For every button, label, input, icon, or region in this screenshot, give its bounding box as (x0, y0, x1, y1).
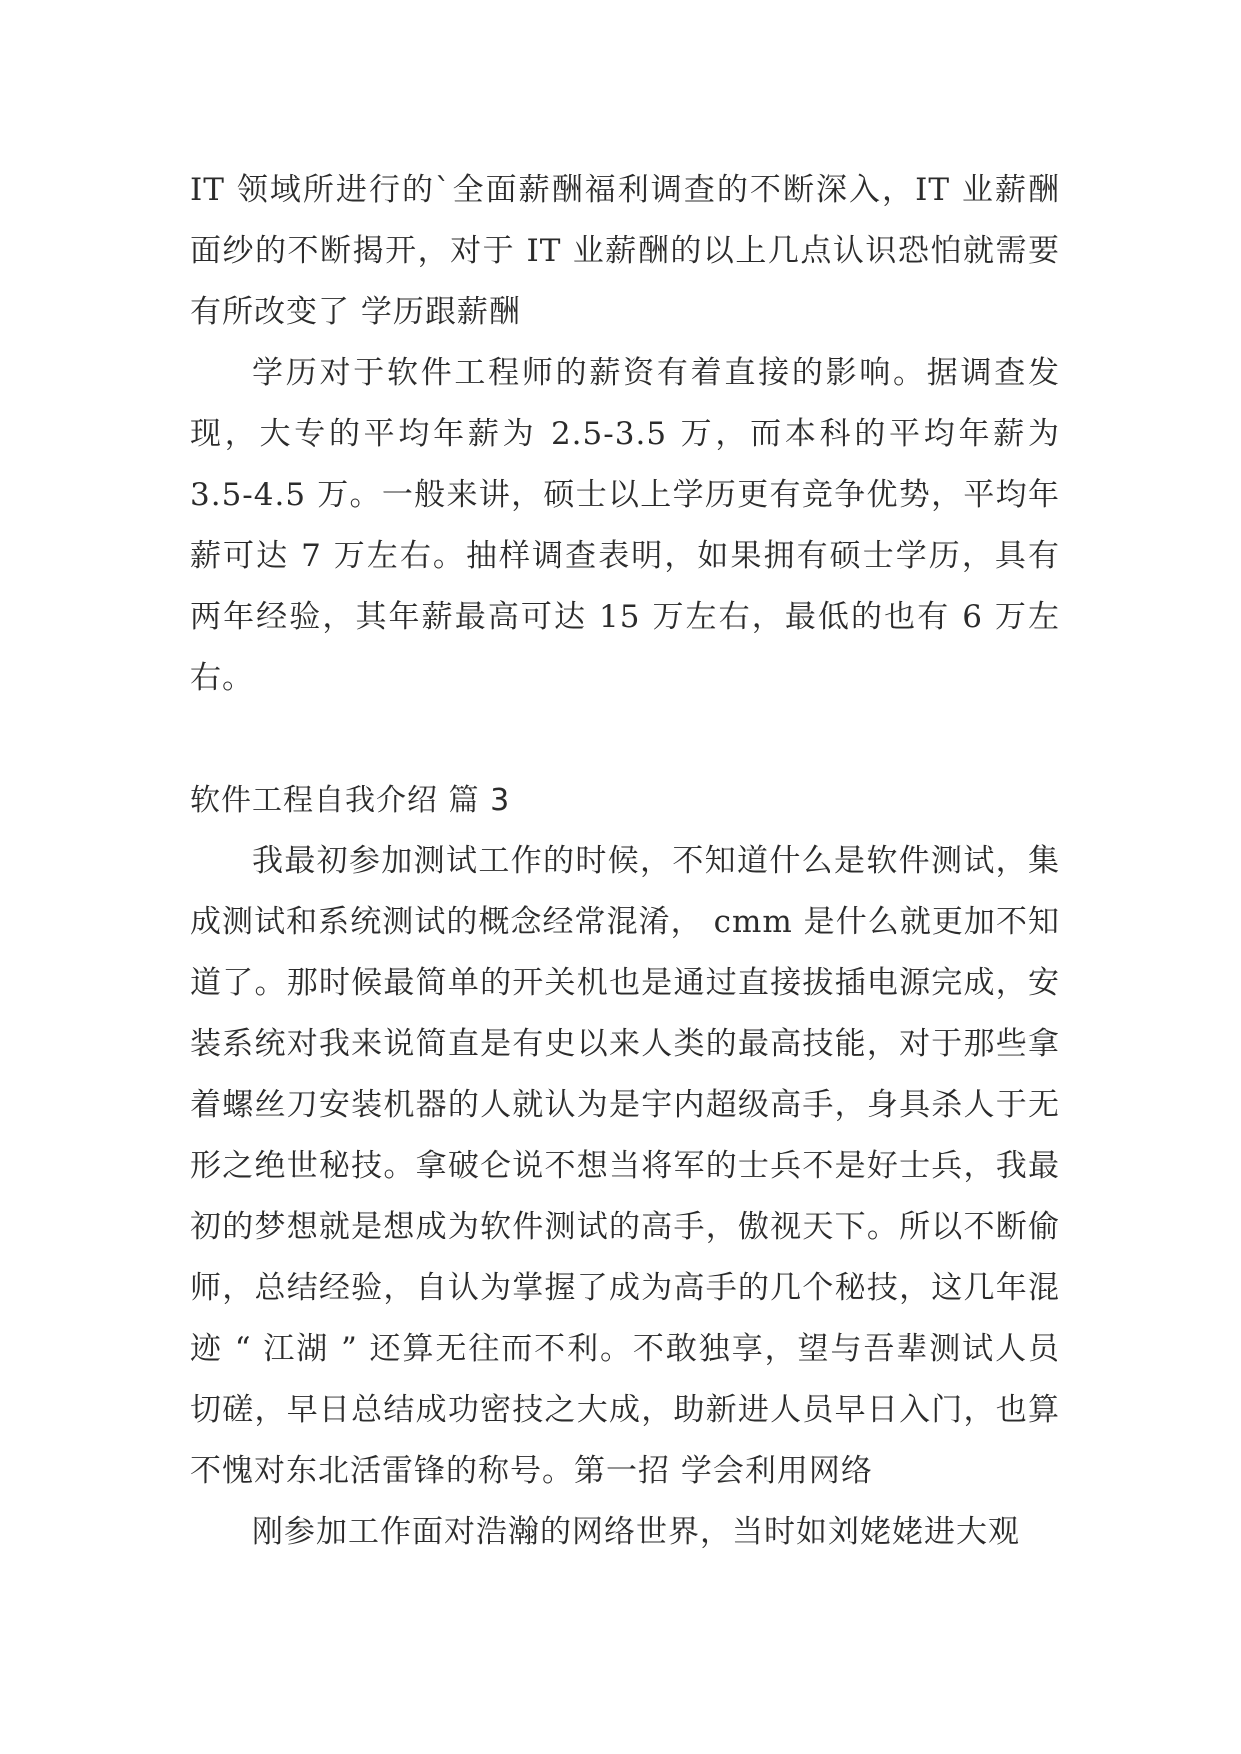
section-heading: 软件工程自我介绍 篇 3 (190, 783, 511, 818)
paragraph-testing-experience: 我最初参加测试工作的时候，不知道什么是软件测试，集成测试和系统测试的概念经常混淆， cmm 是什么就更加不知道了。那时候最简单的开关机也是通过直接拔插电源完成，安装系统对我来说简直是有史以来人类的最高技能，对于那些拿着螺丝刀安装机器的人就认为是宇内超级高手，身具杀人于无形之绝世秘技。拿破仑说不想当将军的士兵不是好士兵，我最初的梦想就是想成为软件测试的高手，傲视天下。所以不断偷师，总结经验，自认为掌握了成为高手的几个秘技，这几年混迹 “ 江湖 ” 还算无往而不利。不敢独享，望与吾辈测试人员切磋，早日总结成功密技之大成，助新进人员早日入门，也算不愧对东北活雷锋的称号。第一招 学会利用网络 (190, 843, 1060, 1489)
paragraph-network-intro: 刚参加工作面对浩瀚的网络世界，当时如刘姥姥进大观 (252, 1514, 1020, 1550)
paragraph-education-salary: 学历对于软件工程师的薪资有着直接的影响。据调查发现，大专的平均年薪为 2.5-3.5 万，而本科的平均年薪为 3.5-4.5 万。一般来讲，硕士以上学历更有竞争优势，平均年薪可达 7 万左右。抽样调查表明，如果拥有硕士学历，具有两年经验，其年薪最高可达 15 万左右，最低的也有 6 万左右。 (190, 355, 1060, 696)
paragraph-salary-survey: IT 领域所进行的`全面薪酬福利调查的不断深入，IT 业薪酬面纱的不断揭开，对于 IT 业薪酬的以上几点认识恐怕就需要有所改变了 学历跟薪酬 (190, 172, 1060, 330)
document-body (190, 160, 1060, 1563)
